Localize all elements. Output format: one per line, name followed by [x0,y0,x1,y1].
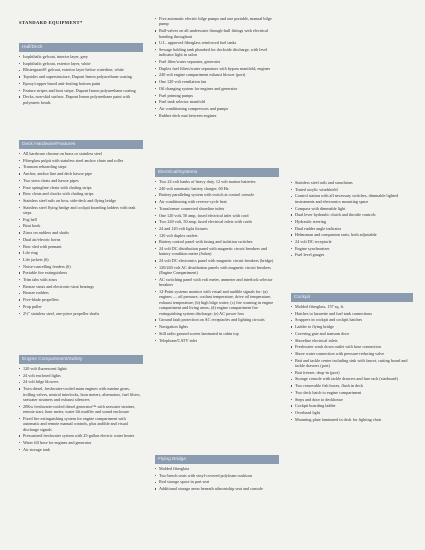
list-item: Transom reboarding steps [19,164,143,169]
list-item: Life ring [19,250,143,255]
list-item: 12-Point systems monitor with visual and audible signals for: (a) engines — oil pressure, coolant temperature, drive oil temperature, exhaust temperature; (b) high bilge water; (c) fire warning in engine compartment and living areas; (d) engine compartment fire extinguishing system discharge; (e) AC power loss [155,289,279,316]
list-item: Molded fiberglass, 157 sq. ft. [291,304,413,309]
list-item: Feature stripes and boot stripe, Dupont Imron polyurethane coating [19,88,143,93]
list-item: Fuel level gauges [291,252,413,257]
list-item: Cockpit boarding ladder [291,403,413,408]
list-item: Ground fault protection on AC receptacles and lighting circuits [155,317,279,322]
section-hull [19,43,143,106]
item-list [155,179,279,343]
list-item: Boat hook [19,223,143,228]
list-item: One 120 volt ventilation fan [155,79,279,84]
list-item: Noise-cancelling fenders (6) [19,264,143,269]
list-item: Dual air/electric horns [19,237,143,242]
list-item: Mounting plate laminated in deck for fighting chair [291,417,413,422]
section-engine-compartment-continued [155,16,279,119]
item-list [291,180,413,258]
section-heading-deck-hardware: Deck Hardware/Features [19,140,143,149]
list-item: Life jackets (6) [19,257,143,262]
list-item: Two removable fish boxes, flush in deck [291,383,413,388]
list-item: Portable fire extinguishers [19,270,143,275]
list-item: U.L. approved fiberglass reinforced fuel tanks [155,40,279,45]
list-item: Rod storage space in port seat [155,479,279,484]
item-list [19,151,143,316]
list-item: Decks, non-skid surface, Dupont Imron polyurethane paint with polymeric beads [19,94,143,105]
section-heading-engine-compartment: Engine Compartment/Safety [19,355,143,364]
list-item: Oil changing system for engines and generator [155,86,279,91]
section-heading-cockpit: Cockpit [291,293,413,302]
list-item: Fixed fire extinguishing system for engine compartment with automatic and remote manual controls, plus audible and visual discharge signals [19,416,143,432]
list-item: Trim tabs with zincs [19,277,143,282]
list-item: Blisterguard® gelcoat, exterior layer below waterline, white [19,67,143,72]
list-item: Bow sled with pennant [19,244,143,249]
list-item: Engine synchronizer [291,246,413,251]
list-item: Shore water connection with pressure-reducing valve [291,351,413,356]
section-flying-bridge [155,455,279,493]
page-title: STANDARD EQUIPMENT* [19,20,83,25]
list-item: Fuel priming pumps [155,93,279,98]
list-item: AC switching panel with volt meter, ammeter and interlock selector breakers [155,277,279,288]
list-item: Steps and door to deckhouse [291,397,413,402]
list-item: Air conditioning compressors and pumps [155,106,279,111]
list-item: Storage console with tackle drawers and lure rack (starboard) [291,376,413,381]
list-item: Telephone/CATV inlet [155,338,279,343]
section-heading-electrical: Electrical/Systems [155,168,279,177]
section-deck-hardware [19,140,143,317]
list-item: Four springline cleats with chafing strips [19,185,143,190]
list-item: Compass with dimmable light [291,206,413,211]
list-item: Stainless steel rails on bow, side-deck and flying bridge [19,198,143,203]
list-item: Isophthalic gelcoat, exterior layer, white [19,61,143,66]
list-item: 24 volt bilge blowers [19,379,143,384]
list-item: Sewage holding tank plumbed for dockside discharge, with level indicator light in salon [155,47,279,58]
list-item: Topsides and superstructure, Dupont Imron polyurethane coating [19,74,143,79]
list-item: One 120 volt, 50 amp, fused electrical inlet with cord [155,213,279,218]
list-item: Freshwater wash down outlet with hose connection [291,344,413,349]
list-item: Stainless steel flying bridge and cockpit boarding ladders with teak steps [19,205,143,216]
list-item: 20Kw freshwater-cooled diesel generator™ with seawater strainer, remote start, hour meter, water lift muffler and sound enclosure [19,404,143,415]
list-item: Control station with all necessary switches, dimmable lighted instruments and electronics mounting space [291,193,413,204]
list-item: Stainless steel rails and stanchions [291,180,413,185]
section-engine-compartment [19,355,143,453]
list-item: Five automatic electric bilge pumps and one portable, manual bilge pump [155,16,279,27]
list-item: 240 volt engine compartment exhaust blower (port) [155,72,279,77]
item-list [291,304,413,422]
section-cockpit [291,293,413,423]
section-flying-bridge-continued [291,180,413,259]
list-item: 24 volt DC distribution panel with magnetic circuit breakers and battery condition meter (Salon) [155,246,279,257]
list-item: Dual lever hydraulic clutch and throttle controls [291,212,413,217]
list-item: Tinted acrylic windshield [291,187,413,192]
list-item: Hydraulic steering [291,219,413,224]
list-item: Pressurized freshwater system with 25-gallon electric water heater [19,433,143,438]
list-item: 24 volt DC electronics panel with magnetic circuit breakers (bridge) [155,258,279,263]
list-item: Duplex fuel filters/water separators with bypass manifold, engines [155,66,279,71]
list-item: 2½" stainless steel, one-piece propeller shafts [19,311,143,316]
list-item: Helmsman and companion seats, both adjustable [291,232,413,237]
list-item: Dual rudder angle indicator [291,226,413,231]
list-item: Bronze rudders [19,290,143,295]
list-item: Two 240 volt, 50 amp, fused electrical inlets with cords [155,219,279,224]
list-item: Two stern cleats and hawse pipes [19,178,143,183]
list-item: 120/240 volt AC distribution panels with magnetic circuit breakers (Engine Compartment) [155,265,279,276]
list-item: Transformer connected shoreline inlets [155,206,279,211]
list-item: Overhead light [291,410,413,415]
list-item: Twin diesel, freshwater-cooled main engines with marine gears, trolling valves, neutral interlocks, hour meters, alternators, fuel filters, seawater strainers and exhaust silencers [19,386,143,402]
item-list [19,366,143,452]
list-item: Two 24 volt banks of heavy duty, 12 volt marine batteries [155,179,279,184]
list-item: Epoxy/copper based anti-fouling bottom paint [19,81,143,86]
list-item: Air storage tank [19,447,143,452]
list-item: Bronze struts and electronic-strut bearings [19,284,143,289]
list-item: Fiberglass pulpit with stainless steel anchor chute and roller [19,158,143,163]
section-heading-flying-bridge: Flying Bridge [155,455,279,464]
section-heading-hull: Hull/Deck [19,43,143,52]
list-item: Still radio ground screen laminated in cabin top [155,331,279,336]
list-item: Navigation lights [155,324,279,329]
list-item: 24 volt enclosed lights [19,373,143,378]
list-item: Ball-valves on all underwater through-hull fittings with electrical bonding throughout [155,28,279,39]
list-item: Prop puller [19,304,143,309]
list-item: Ladder to flying bridge [291,324,413,329]
item-list [155,466,279,492]
list-item: Anchor, anchor line and deck hawse pipe [19,171,143,176]
list-item: Shoreline electrical inlets [291,338,413,343]
list-item: Zincs on rudders and shafts [19,230,143,235]
item-list [19,54,143,105]
list-item: Five-blade propellers [19,297,143,302]
list-item: Fuel filter/water separator, generator [155,59,279,64]
list-item: Fog bell [19,217,143,222]
list-item: Bow cleats and chocks with chafing strips [19,191,143,196]
list-item: 120 volt fluorescent lights [19,366,143,371]
section-electrical [155,168,279,344]
list-item: Isophthalic gelcoat, interior layer, grey [19,54,143,59]
list-item: Covering gate and transom door [291,331,413,336]
list-item: Two deck hatch to engine compartment [291,390,413,395]
list-item: Additional storage areas beneath athwartship seat and console [155,486,279,491]
list-item: Water fill hose for engines and generator [19,440,143,445]
list-item: 24 and 120 volt light fixtures [155,226,279,231]
list-item: Rubber deck mat between engines [155,113,279,118]
list-item: Bait freezer, drop-in (port) [291,370,413,375]
list-item: 24 volt DC receptacle [291,239,413,244]
list-item: Battery control panel with fusing and isolation switches [155,239,279,244]
list-item: Hatches to lazarette and fuel tank connections [291,311,413,316]
list-item: Scuppers in cockpit and cockpit hatches [291,317,413,322]
list-item: Two bench seats with vinyl-covered polyfoam cushions [155,473,279,478]
list-item: Molded fiberglass [155,466,279,471]
list-item: 240 volt automatic battery charger, 60 Hz [155,186,279,191]
list-item: 120 volt duplex outlets [155,233,279,238]
list-item: Bait and tackle center including sink with faucet, cutting board and tackle drawers (port) [291,358,413,369]
list-item: Air conditioning with reverse-cycle heat [155,199,279,204]
list-item: All hardware chrome on brass or stainless steel [19,151,143,156]
item-list [155,16,279,118]
list-item: Battery paralleling system with switch at control console [155,192,279,197]
list-item: Fuel tank selector manifold [155,99,279,104]
